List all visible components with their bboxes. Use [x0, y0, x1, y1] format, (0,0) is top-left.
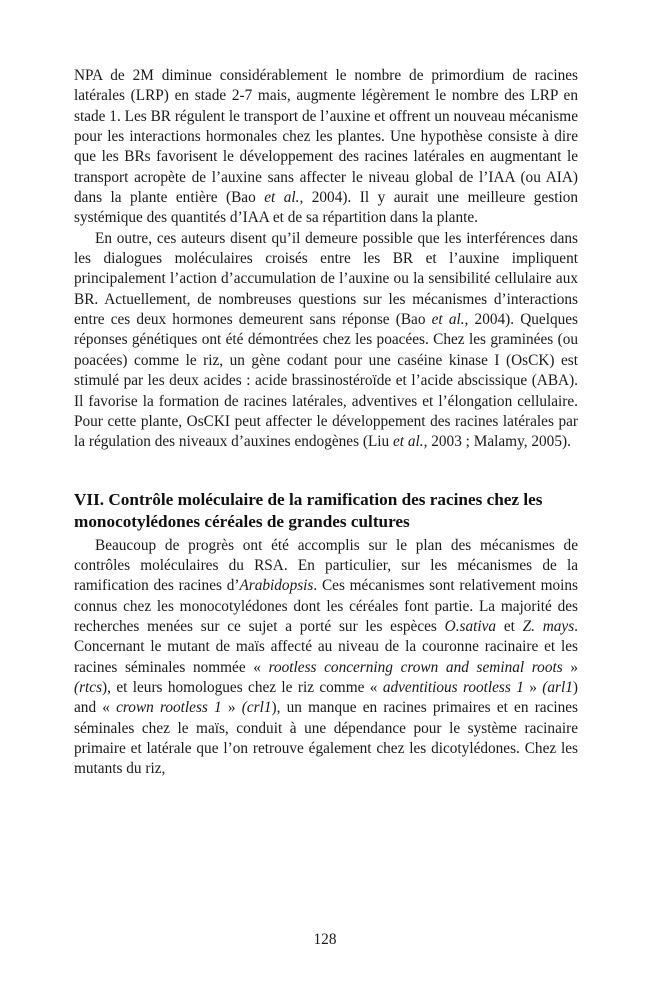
- text-run: 2004). Quelques réponses génétiques ont été démontrées chez les poacées. Chez les graminées (ou poacées) comme le riz, un gène codant pour une caséine kinase I (OsCK) est stimulé par les deux acides : acide brassinostéroïde et l’acide abscissique (ABA). Il favorise la formation de racines latérales, adventives et l’élongation cellulaire. Pour cette plante, OsCKI peut affecter le développement des racines latérales par la régulation des niveaux d’auxines endogènes (Liu: [74, 311, 578, 451]
- italic-run: (crl1: [241, 699, 272, 717]
- text-run: . Concernant le mutant de maïs affecté au niveau de la couronne racinaire et les racines séminales nommée «: [74, 617, 578, 676]
- italic-run: (arl1: [542, 678, 573, 696]
- text-run: . Ces mécanismes sont relativement moins connus chez les monocotylédones dont les céréales font partie. La majorité des recherches menées sur ce sujet a porté sur les espèces: [74, 577, 578, 635]
- text-run: »: [562, 658, 578, 676]
- italic-run: adventitious rootless 1: [382, 678, 524, 696]
- section-heading: VII. Contrôle moléculaire de la ramification des racines chez les monocotylédones céréales de grandes cultures: [74, 489, 543, 531]
- text-run: ), et leurs homologues chez le riz comme «: [102, 678, 383, 696]
- italic-run: Arabidopsis: [239, 577, 314, 595]
- paragraph-3: [74, 536, 578, 780]
- text-run: NPA de 2M diminue considérablement le nombre de primordium de racines latérales (LRP) en stade 2-7 mais, augmente légèrement le nombre des LRP en stade 1. Les BR régulent le transport de l’auxine et offrent un nouveau mécanisme pour les interactions hormonales chez les plantes. Une hypothèse consiste à dire que les BRs favorisent le développement des racines latérales en augmentant le transport acropète de l’auxine sans affecter le niveau global de l’IAA (ou AIA) dans la plante entière (Bao: [74, 67, 578, 207]
- text-run: ) and «: [74, 678, 579, 717]
- text-run: 2004). Il y aurait une meilleure gestion systémique des quantités d’IAA et de sa répartition dans la plante.: [74, 189, 578, 227]
- italic-run: et al.,: [264, 189, 304, 207]
- italic-run: Z. mays: [522, 617, 575, 635]
- italic-run: et al.,: [393, 433, 428, 451]
- page-body: [74, 66, 578, 780]
- text-run: »: [221, 699, 242, 717]
- paragraph-2: [74, 229, 578, 453]
- italic-run: rootless concerning crown and seminal roots: [268, 658, 563, 676]
- italic-run: crown rootless 1: [116, 699, 222, 717]
- page-number: 128: [313, 931, 337, 948]
- text-run: »: [523, 678, 543, 696]
- text-run: ), un manque en racines primaires et en racines séminales chez le maïs, conduit à une dépendance pour le système racinaire primaire et latérale que l’on retrouve également chez les dicotylédones. Chez les mutants du riz,: [74, 699, 579, 778]
- text-run: Beaucoup de progrès ont été accomplis sur le plan des mécanismes de contrôles moléculaires du RSA. En particulier, sur les mécanismes de la ramification des racines d’: [74, 536, 578, 595]
- italic-run: (rtcs: [74, 678, 103, 696]
- italic-run: O.sativa: [444, 617, 497, 635]
- text-run: et: [496, 617, 523, 635]
- text-run: 2003 ; Malamy, 2005).: [427, 433, 571, 451]
- text-run: En outre, ces auteurs disent qu’il demeure possible que les interférences dans les dialogues moléculaires croisés entre les BR et l’auxine impliquent principalement l’action d’accumulation de l’auxine ou la sensibilité cellulaire aux BR. Actuellement, de nombreuses questions sur les mécanismes d’interactions entre ces deux hormones demeurent sans réponse (Bao: [74, 229, 578, 329]
- italic-run: et al.,: [431, 311, 469, 329]
- paragraph-1: [74, 66, 578, 229]
